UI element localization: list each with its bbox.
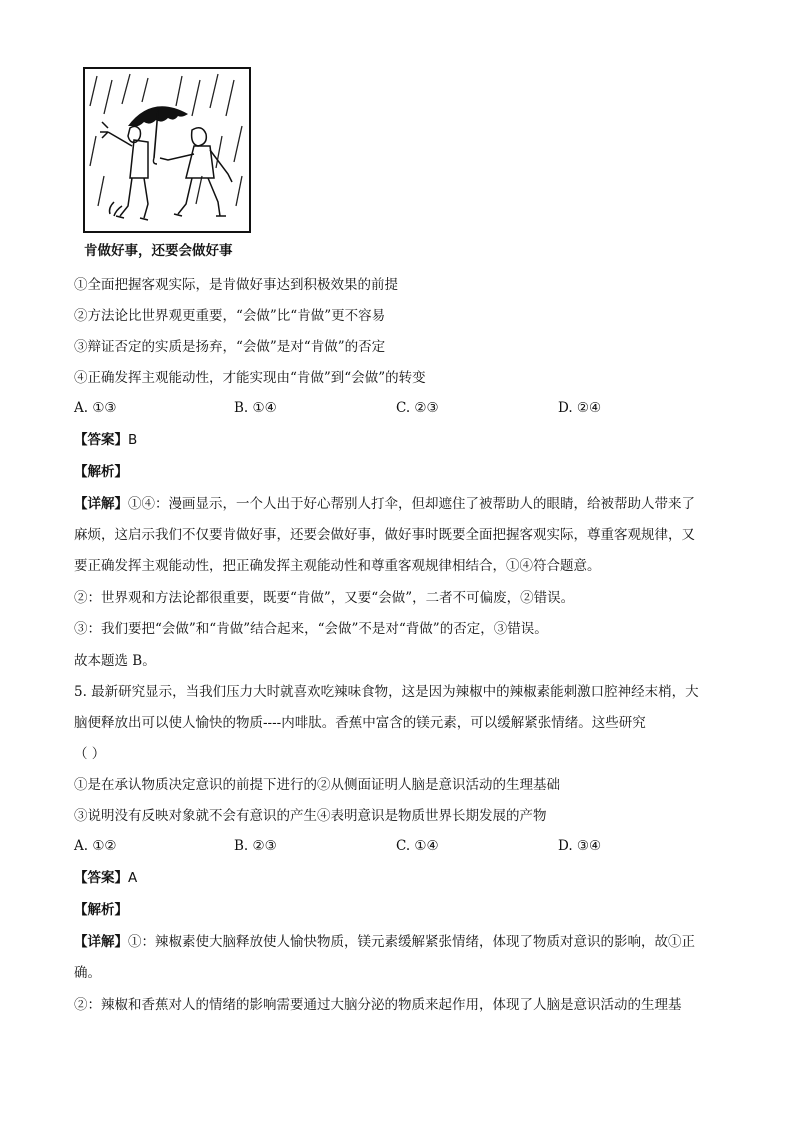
q4-detail-1-line-2: 麻烦，这启示我们不仅要肯做好事，还要会做好事，做好事时既要全面把握客观实际，尊重客观规律，又 — [74, 527, 695, 543]
detail-text: ①：辣椒素使大脑释放使人愉快物质，镁元素缓解紧张情绪，体现了物质对意识的影响，故①正 — [128, 934, 695, 950]
detail-tag: 【详解】 — [74, 934, 128, 950]
cartoon-illustration — [82, 66, 254, 236]
answer-tag: 【答案】 — [74, 432, 128, 448]
analysis-tag: 【解析】 — [74, 464, 128, 480]
q4-statement-1: ①全面把握客观实际，是肯做好事达到积极效果的前提 — [74, 277, 398, 293]
q5-stem-line-2: 脑便释放出可以使人愉快的物质----内啡肽。香蕉中富含的镁元素，可以缓解紧张情绪。这些研究 — [74, 715, 646, 731]
q4-statement-3: ③辩证否定的实质是扬弃，“会做”是对“肯做”的否定 — [74, 339, 386, 355]
detail-text: ①④：漫画显示，一个人出于好心帮别人打伞，但却遮住了被帮助人的眼睛，给被帮助人带来了 — [128, 496, 695, 512]
q5-analysis-heading — [74, 901, 128, 919]
q5-statements-line-2: ③说明没有反映对象就不会有意识的产生④表明意识是物质世界长期发展的产物 — [74, 808, 547, 824]
q4-conclusion: 故本题选 B。 — [74, 653, 156, 669]
q5-blank: （ ） — [74, 746, 106, 762]
q4-option-a: A. ①③ — [74, 400, 117, 416]
cartoon-caption: 肯做好事，还要会做好事 — [84, 243, 233, 259]
q4-option-d: D. ②④ — [558, 400, 602, 416]
answer-value: A — [128, 870, 138, 886]
detail-tag: 【详解】 — [74, 496, 128, 512]
answer-value: B — [128, 432, 138, 448]
q5-statements-line-1: ①是在承认物质决定意识的前提下进行的②从侧面证明人脑是意识活动的生理基础 — [74, 777, 560, 793]
q4-detail-1-line-3: 要正确发挥主观能动性，把正确发挥主观能动性和尊重客观规律相结合，①④符合题意。 — [74, 558, 601, 574]
q5-detail-1-line-2: 确。 — [74, 965, 101, 981]
q4-detail-3: ③：我们要把“会做”和“肯做”结合起来，“会做”不是对“背做”的否定，③错误。 — [74, 621, 548, 637]
answer-tag: 【答案】 — [74, 870, 128, 886]
q5-detail-2-line-1: ②：辣椒和香蕉对人的情绪的影响需要通过大脑分泌的物质来起作用，体现了人脑是意识活动的生理基 — [74, 997, 682, 1013]
q5-stem-line-1: 5. 最新研究显示，当我们压力大时就喜欢吃辣味食物，这是因为辣椒中的辣椒素能刺激口腔神经末梢，大 — [74, 684, 699, 700]
q4-option-c: C. ②③ — [396, 400, 439, 416]
q4-analysis-heading — [74, 463, 128, 481]
q5-detail-1-line-1 — [74, 933, 695, 951]
q5-option-d: D. ③④ — [558, 838, 602, 854]
q5-option-b: B. ②③ — [234, 838, 277, 854]
q4-answer — [74, 431, 137, 449]
q4-option-b: B. ①④ — [234, 400, 277, 416]
q5-answer — [74, 869, 137, 887]
q5-option-c: C. ①④ — [396, 838, 439, 854]
q5-option-a: A. ①② — [74, 838, 117, 854]
q4-detail-1-line-1 — [74, 495, 695, 513]
q4-statement-4: ④正确发挥主观能动性，才能实现由“肯做”到“会做”的转变 — [74, 370, 426, 386]
q4-statement-2: ②方法论比世界观更重要，“会做”比“肯做”更不容易 — [74, 308, 386, 324]
q4-detail-2: ②：世界观和方法论都很重要，既要“肯做”，又要“会做”，二者不可偏废，②错误。 — [74, 590, 575, 606]
analysis-tag: 【解析】 — [74, 902, 128, 918]
